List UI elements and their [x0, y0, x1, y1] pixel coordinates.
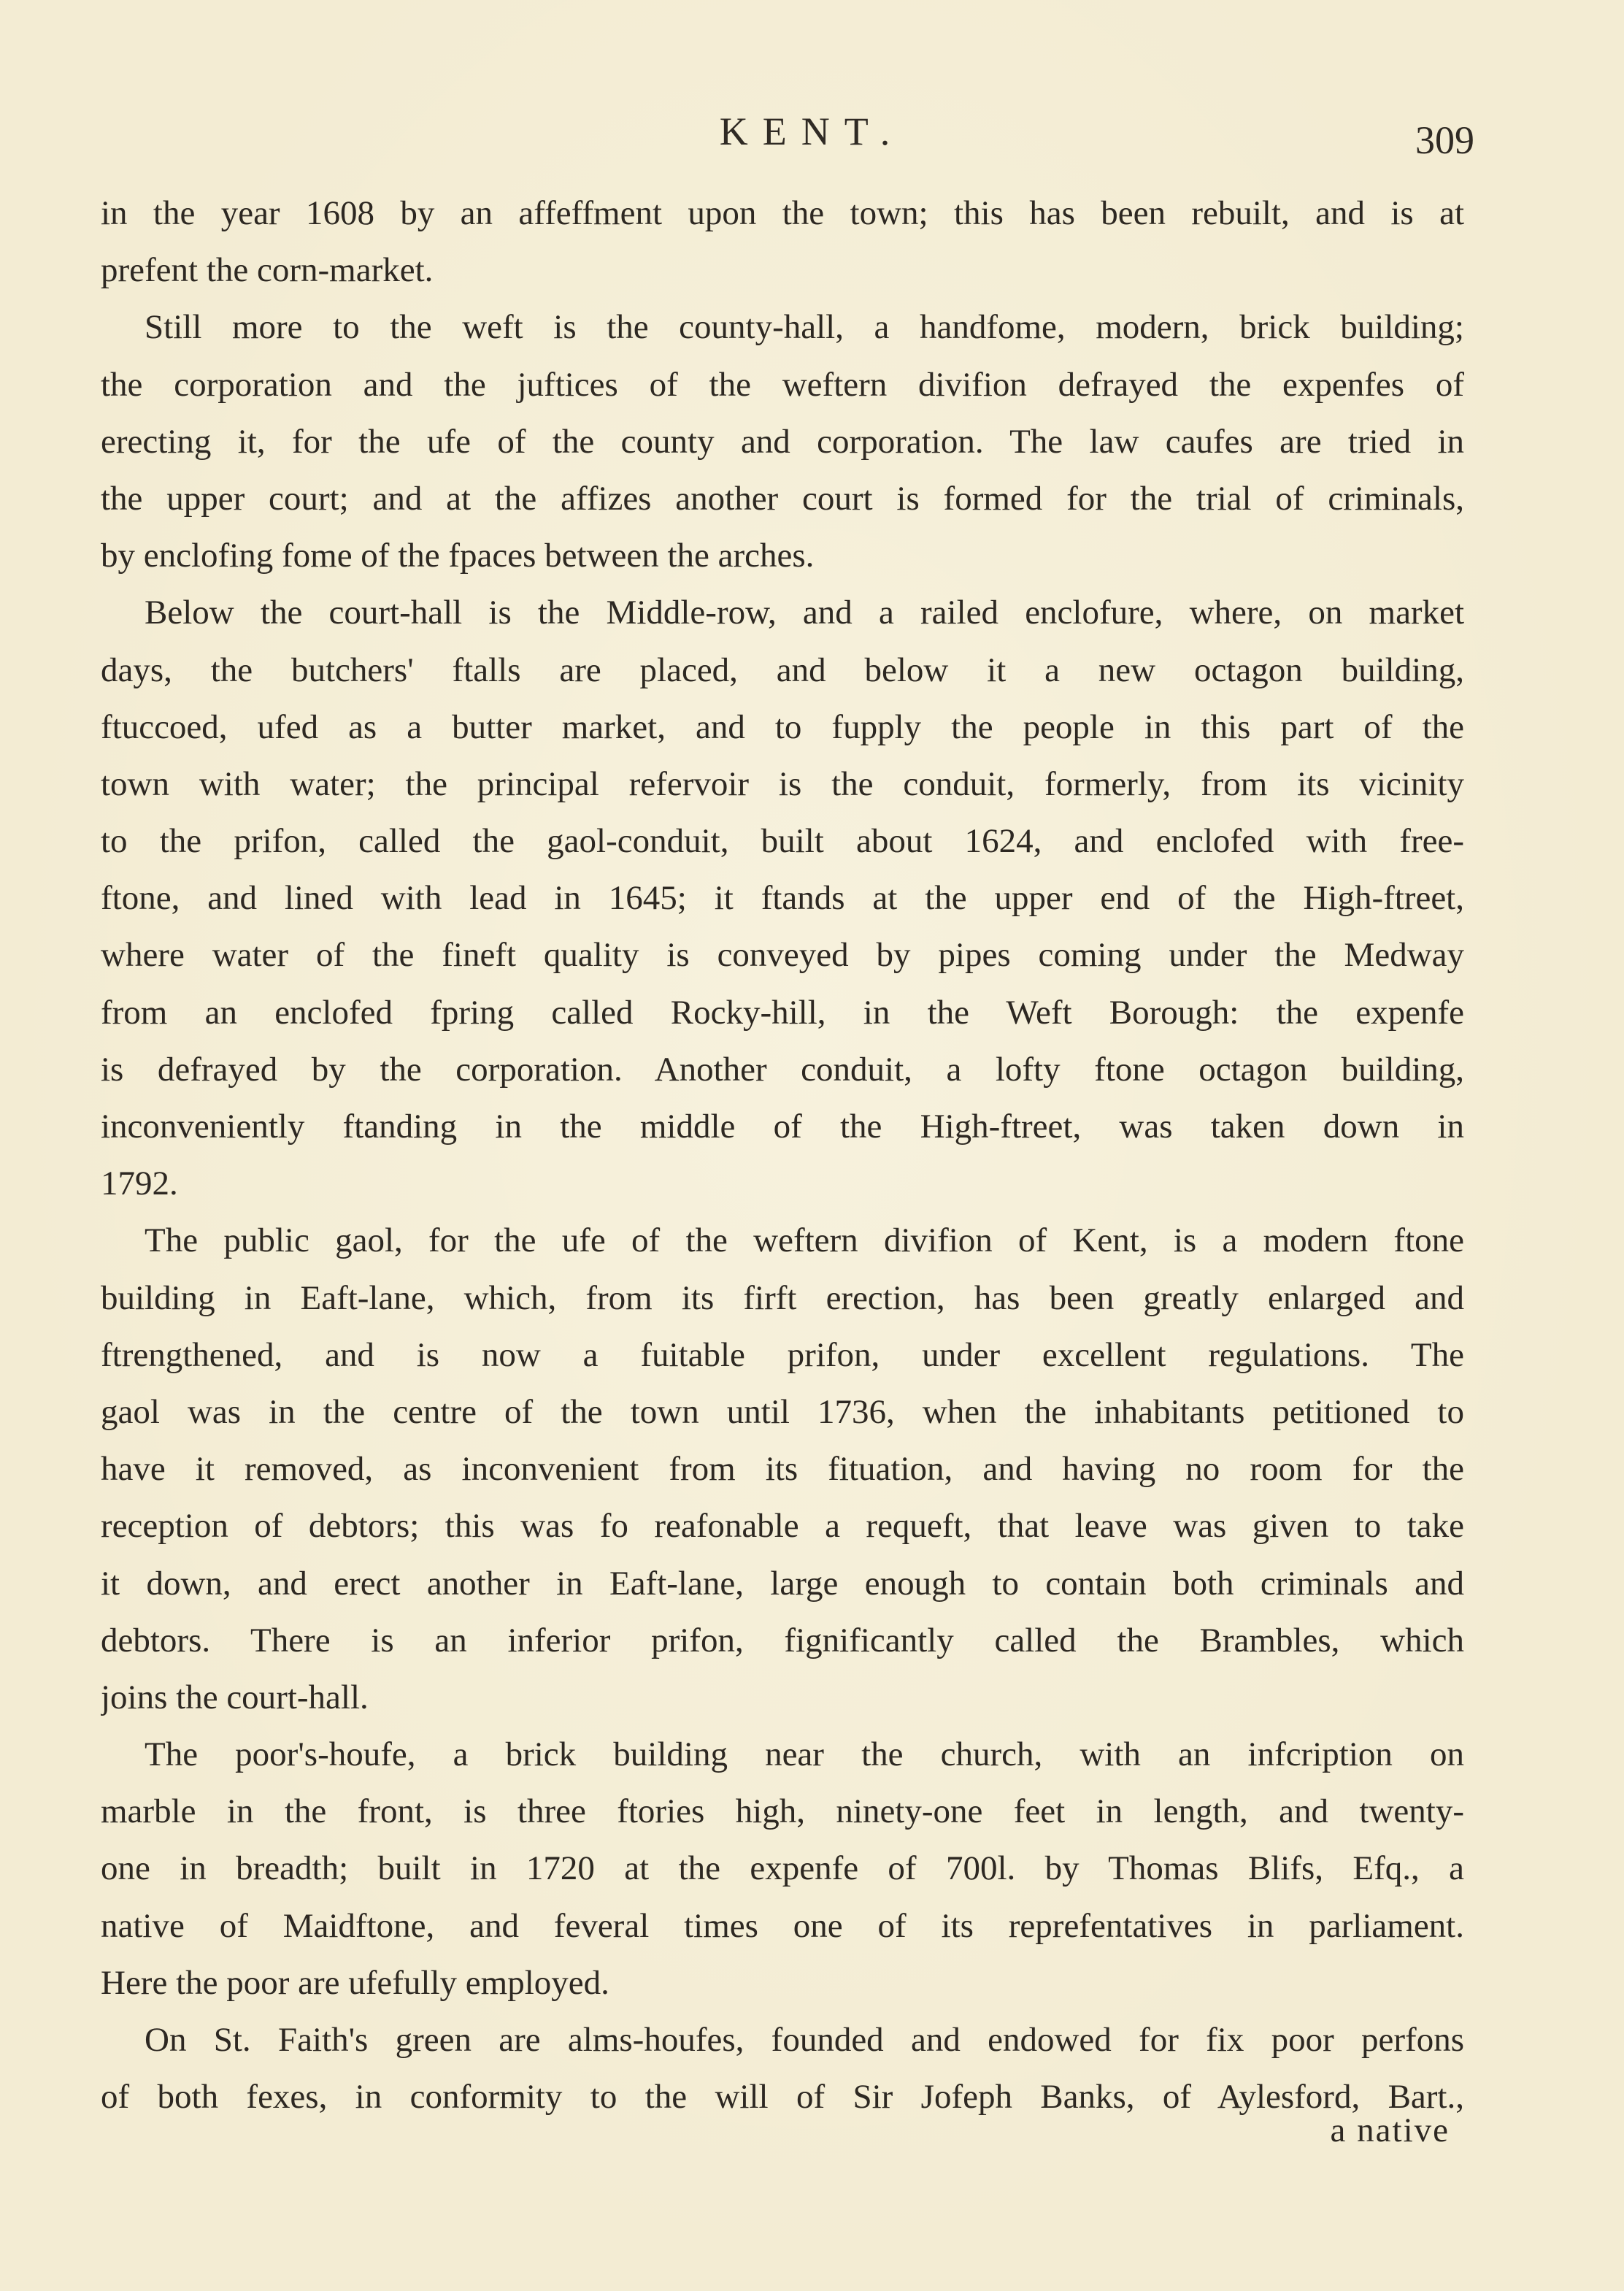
- paragraph-1: [101, 185, 1464, 299]
- text-line: to the prifon, called the gaol-conduit, built about 1624, and enclofed with free-: [101, 822, 1464, 861]
- text-line: gaol was in the centre of the town until 1736, when the inhabitants petitioned to: [101, 1392, 1464, 1431]
- text-line: Still more to the weft is the county-hall, a handfome, modern, brick building;: [145, 308, 1464, 347]
- text-line: Below the court-hall is the Middle-row, and a railed enclofure, where, on market: [145, 594, 1464, 632]
- text-line: the upper court; and at the affizes another court is formed for the trial of criminals,: [101, 479, 1464, 518]
- paragraph-4: [101, 1212, 1464, 1726]
- text-line: prefent the corn-market.: [101, 251, 434, 290]
- text-line: ftone, and lined with lead in 1645; it ftands at the upper end of the High-ftreet,: [101, 879, 1464, 918]
- text-line: days, the butchers' ftalls are placed, and below it a new octagon building,: [101, 651, 1464, 689]
- text-line: ftuccoed, ufed as a butter market, and to fupply the people in this part of the: [101, 707, 1464, 746]
- running-head: KENT.: [719, 110, 905, 153]
- text-line: joins the court-hall.: [101, 1678, 369, 1716]
- text-line: is defrayed by the corporation. Another conduit, a lofty ftone octagon building,: [101, 1050, 1464, 1089]
- text-line: On St. Faith's green are alms-houfes, founded and endowed for fix poor perfons: [145, 2021, 1464, 2059]
- text-line: marble in the front, is three ftories high, ninety-one feet in length, and twenty-: [101, 1792, 1464, 1831]
- text-line: where water of the fineft quality is conveyed by pipes coming under the Medway: [101, 936, 1464, 975]
- text-line: The poor's-houfe, a brick building near the church, with an infcription on: [145, 1735, 1464, 1774]
- text-line: building in Eaft-lane, which, from its firft erection, has been greatly enlarged and: [101, 1278, 1464, 1317]
- text-line: it down, and erect another in Eaft-lane, large enough to contain both criminals and: [101, 1564, 1464, 1603]
- text-line: town with water; the principal refervoir is the conduit, formerly, from its vicinity: [101, 764, 1464, 803]
- paragraph-2: [101, 299, 1464, 584]
- text-line: from an enclofed fpring called Rocky-hill, in the Weft Borough: the expenfe: [101, 993, 1464, 1032]
- text-line: the corporation and the juftices of the weftern divifion defrayed the expenfes of: [101, 365, 1464, 404]
- paragraph-3: [101, 584, 1464, 1212]
- text-line: one in breadth; built in 1720 at the expenfe of 700l. by Thomas Blifs, Efq., a: [101, 1849, 1464, 1888]
- text-line: debtors. There is an inferior prifon, fignificantly called the Brambles, which: [101, 1621, 1464, 1659]
- text-line: erecting it, for the ufe of the county and corporation. The law caufes are tried in: [101, 422, 1464, 461]
- text-line: of both fexes, in conformity to the will of Sir Jofeph Banks, of Aylesford, Bart.,: [101, 2078, 1464, 2117]
- body-text: [101, 185, 1464, 2125]
- text-line: ftrengthened, and is now a fuitable prifon, under excellent regulations. The: [101, 1335, 1464, 1374]
- text-line: 1792.: [101, 1164, 178, 1203]
- text-line: have it removed, as inconvenient from its fituation, and having no room for the: [101, 1450, 1464, 1489]
- text-line: inconveniently ftanding in the middle of the High-ftreet, was taken down in: [101, 1108, 1464, 1146]
- page-number: 309: [1415, 118, 1474, 162]
- text-line: by enclofing fome of the fpaces between the arches.: [101, 537, 815, 575]
- text-line: reception of debtors; this was fo reafonable a requeft, that leave was given to take: [101, 1507, 1464, 1546]
- text-line: Here the poor are ufefully employed.: [101, 1963, 609, 2002]
- paragraph-5: [101, 1726, 1464, 2011]
- text-line: in the year 1608 by an affeffment upon the town; this has been rebuilt, and is at: [101, 194, 1464, 232]
- text-line: native of Maidftone, and feveral times one of its reprefentatives in parliament.: [101, 1906, 1464, 1945]
- text-line: The public gaol, for the ufe of the weftern divifion of Kent, is a modern ftone: [145, 1221, 1464, 1260]
- catchword: a native: [1330, 2111, 1450, 2149]
